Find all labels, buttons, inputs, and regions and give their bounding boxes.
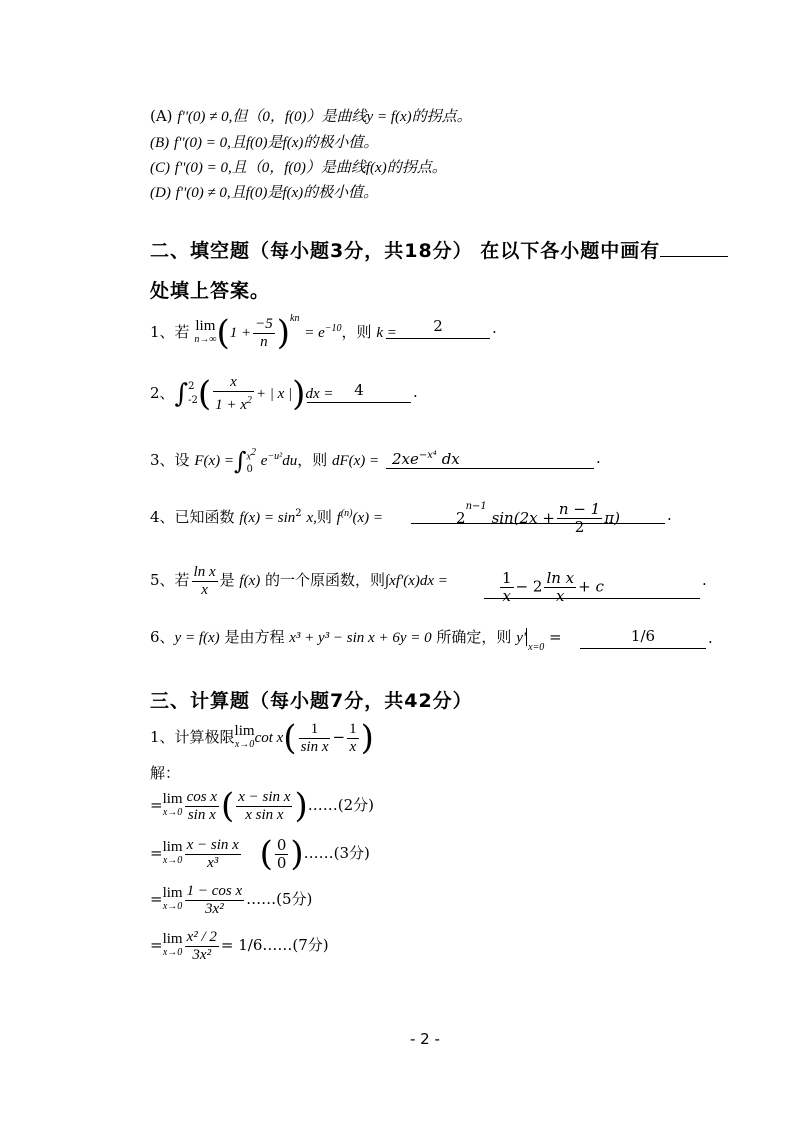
answer-sin: sin(2x + — [491, 508, 555, 527]
integral-limits — [188, 380, 198, 408]
ask: y' — [516, 630, 527, 646]
choice-text: f''(0) = 0,且（0，f(0)）是曲线f(x)的拐点。 — [174, 160, 447, 176]
limit-op — [194, 319, 216, 347]
section2-title-cont — [150, 276, 270, 303]
end-char: . — [702, 571, 707, 589]
fraction — [185, 789, 219, 824]
lower-limit: -2 — [188, 395, 198, 406]
end-char: . — [596, 449, 601, 467]
fraction — [236, 789, 292, 824]
denominator: sin x — [300, 738, 329, 755]
numerator: n − 1 — [558, 500, 601, 518]
answer-blank-2[interactable] — [307, 380, 411, 403]
lim-text: lim — [162, 931, 183, 947]
section3-title-text: 三、计算题（每小题7分，共42分） — [150, 690, 473, 712]
page-number — [410, 1030, 440, 1048]
answer-text: 2xe — [392, 450, 419, 468]
right-paren: ) — [290, 834, 304, 874]
left-paren: ( — [283, 718, 297, 758]
equals-e: = e — [304, 325, 325, 341]
answer-blank-6[interactable] — [580, 626, 706, 649]
numerator: x − sin x — [238, 788, 291, 805]
section2-title — [150, 236, 728, 263]
answer-tail: + c — [578, 577, 604, 596]
solution-label-text: 解： — [150, 764, 181, 782]
choice-b — [150, 132, 378, 153]
lim-sub: n→∞ — [194, 334, 217, 345]
score: ……(2分) — [307, 796, 374, 814]
choice-c — [150, 157, 447, 178]
den-base: 1 + x — [215, 397, 247, 413]
fraction — [347, 721, 359, 756]
answer-frac-2 — [544, 570, 576, 605]
lim-sub: x→0 — [162, 901, 183, 912]
q-prefix: 2、 — [150, 384, 175, 402]
numerator: 1 — [502, 569, 512, 587]
exponent: kn — [290, 313, 300, 324]
score: ……(5分) — [246, 890, 313, 908]
denominator: x — [349, 738, 357, 755]
then-text: ，则 — [297, 451, 328, 469]
limit-op — [163, 792, 183, 820]
denominator: 3x² — [205, 900, 224, 917]
middle-text: 是由方程 — [224, 628, 285, 646]
answer-tail: π) — [604, 508, 620, 527]
answer-text: 1/6 — [630, 627, 656, 645]
right-paren: ) — [276, 313, 290, 353]
denominator: 2 — [574, 518, 585, 536]
integrand-exp: −u² — [267, 451, 283, 462]
limit-op — [163, 840, 183, 868]
choice-text: f''(0) ≠ 0,且f(0)是f(x)的极小值。 — [175, 185, 379, 201]
fn-exp: 2 — [295, 508, 302, 519]
fraction — [253, 316, 275, 351]
limit-op — [163, 932, 183, 960]
du: du — [282, 453, 298, 469]
left-paren: ( — [221, 786, 235, 826]
end-char: . — [667, 506, 672, 524]
then-text: ，则 — [341, 323, 372, 341]
denominator: x sin x — [245, 806, 284, 823]
numerator: 0 — [276, 835, 287, 854]
minus: − — [332, 728, 346, 746]
left-paren: ( — [197, 374, 212, 414]
var-k: k = — [376, 325, 397, 341]
denominator: x — [556, 587, 565, 605]
lim-text: lim — [234, 723, 255, 739]
left-paren: ( — [216, 313, 230, 353]
answer-frac-1 — [500, 570, 514, 605]
lhs: F(x) = — [194, 453, 235, 469]
fraction — [185, 837, 241, 872]
integrand: e — [260, 453, 268, 469]
e-exponent: −10 — [324, 323, 342, 334]
middle-text: 是 — [219, 571, 235, 589]
end-dot — [667, 506, 672, 524]
ask-eq: = — [549, 628, 562, 646]
ask: f — [336, 510, 341, 526]
answer-exp: n−1 — [465, 500, 487, 512]
answer-exp: −x⁴ — [418, 450, 437, 461]
end-dot — [708, 629, 713, 647]
solution-step-3 — [150, 876, 312, 922]
limit-op — [235, 724, 255, 752]
choice-label: (B) — [150, 135, 170, 151]
den-exp: 2 — [246, 395, 252, 406]
integral-sign: ∫ — [234, 447, 247, 475]
choice-text: f''(0) = 0,且f(0)是f(x)的极小值。 — [173, 135, 379, 151]
score: ……(7分) — [262, 936, 329, 954]
page-number-text: - 2 - — [410, 1030, 440, 1048]
integral-limits — [247, 446, 256, 476]
choice-label: (C) — [150, 160, 170, 176]
denominator: x — [502, 587, 511, 605]
choice-a — [150, 106, 472, 127]
fill-question-4 — [150, 503, 383, 529]
choice-label: (D) — [150, 185, 171, 201]
numerator: x² / 2 — [186, 928, 217, 945]
answer-blank-4[interactable] — [411, 495, 665, 536]
end-char: . — [492, 319, 497, 337]
lim-text: lim — [162, 885, 183, 901]
numerator: 1 — [349, 720, 357, 737]
numerator: −5 — [255, 315, 273, 332]
answer-fraction — [557, 501, 602, 536]
fraction — [299, 721, 331, 756]
fill-question-6 — [150, 626, 562, 651]
title-blank — [660, 256, 728, 257]
answer-blank-5[interactable] — [484, 569, 700, 605]
denominator: n — [260, 333, 268, 350]
end-dot — [492, 319, 497, 337]
solution-step-2 — [150, 830, 370, 876]
end-dot — [702, 571, 707, 589]
then-text: 则 — [316, 508, 332, 526]
fill-question-3 — [150, 440, 379, 474]
lim-text: lim — [195, 318, 216, 334]
answer-blank-1[interactable] — [386, 316, 490, 339]
solution-label — [150, 762, 180, 783]
eq: = — [150, 796, 163, 814]
fill-question-1 — [150, 306, 397, 352]
fill-question-2 — [150, 370, 333, 416]
eq: = — [150, 936, 163, 954]
ask-sub: x=0 — [528, 642, 545, 653]
answer-mid: − 2 — [515, 577, 543, 596]
ask: dF(x) = — [331, 453, 380, 469]
choice-label: (A) — [150, 107, 173, 125]
lhs: y = f(x) — [174, 630, 220, 646]
lim-sub: x→0 — [162, 855, 183, 866]
numerator: ln x — [546, 569, 575, 587]
dx: dx = — [305, 386, 334, 402]
middle-text-2: 所确定，则 — [436, 628, 512, 646]
solution-step-1 — [150, 782, 374, 828]
limit-op — [163, 886, 183, 914]
lim-text: lim — [162, 791, 183, 807]
upper-limit: x — [246, 451, 251, 463]
q-prefix: 3、设 — [150, 451, 190, 469]
right-paren: ) — [360, 718, 374, 758]
q-prefix: 1、若 — [150, 323, 190, 341]
calc-problem-1 — [150, 714, 374, 760]
ask-exp: (n) — [340, 508, 353, 519]
answer-text: 2 — [433, 317, 443, 335]
numerator: 1 − cos x — [186, 882, 243, 899]
numerator: cos x — [186, 788, 217, 805]
eq: = — [150, 844, 163, 862]
denominator: x³ — [207, 854, 219, 871]
section2-title-cont-text: 处填上答案。 — [150, 280, 271, 302]
ask-tail: (x) = — [352, 510, 384, 526]
fraction — [192, 564, 218, 599]
numerator: ln x — [193, 563, 216, 580]
upper-exp: 2 — [250, 446, 256, 458]
end-char: . — [413, 383, 418, 401]
right-paren: ) — [294, 786, 308, 826]
denominator: 0 — [276, 853, 287, 872]
numerator: 1 — [299, 721, 331, 739]
answer-base: 2 — [456, 508, 466, 527]
right-paren: ) — [292, 374, 306, 414]
denominator: sin x — [187, 806, 216, 823]
fraction — [213, 374, 254, 414]
end-char: . — [708, 629, 713, 647]
integral-sign: ∫ — [174, 379, 189, 409]
end-dot — [596, 449, 601, 467]
ask: ∫xf'(x)dx = — [385, 573, 448, 589]
fraction — [185, 883, 245, 918]
denominator: 3x² — [192, 946, 212, 963]
upper-limit: 2 — [188, 381, 195, 392]
end-dot — [413, 383, 418, 401]
q-prefix: 1、计算极限 — [150, 728, 235, 746]
fn-var: x, — [306, 510, 317, 526]
score: ……(3分) — [303, 844, 370, 862]
lim-sub: x→0 — [162, 947, 183, 958]
lim-sub: x→0 — [234, 739, 255, 750]
indeterminate-form — [275, 837, 289, 872]
lim-sub: x→0 — [162, 807, 183, 818]
answer-tail: dx — [441, 450, 460, 468]
cot-term: cot x — [254, 730, 284, 746]
choice-text: f''(0) ≠ 0,但（0，f(0)）是曲线y = f(x)的拐点。 — [177, 109, 472, 125]
lim-text: lim — [162, 839, 183, 855]
eq: = — [150, 890, 163, 908]
answer-text: 4 — [354, 381, 364, 399]
denominator: x — [201, 581, 208, 598]
q-prefix: 6、 — [150, 628, 175, 646]
q-prefix: 4、已知函数 — [150, 508, 235, 526]
solution-step-4 — [150, 922, 329, 968]
equation: x³ + y³ − sin x + 6y = 0 — [289, 630, 432, 646]
lower-limit: 0 — [246, 464, 253, 476]
middle-text-2: 的一个原函数，则 — [265, 571, 386, 589]
fx: f(x) — [239, 573, 261, 589]
denominator — [213, 392, 254, 414]
answer-blank-3[interactable] — [386, 446, 594, 469]
result: = 1/6 — [220, 936, 263, 954]
section3-title — [150, 686, 473, 713]
fill-question-5 — [150, 557, 448, 603]
numerator: x — [213, 374, 254, 392]
q-prefix: 5、若 — [150, 571, 190, 589]
paren-content: 1 + — [229, 325, 252, 341]
numerator: x − sin x — [186, 836, 239, 853]
abs-term: + | x | — [255, 386, 293, 402]
choice-d — [150, 182, 378, 203]
fn: f(x) = sin — [239, 510, 296, 526]
left-paren: ( — [259, 834, 273, 874]
fraction — [185, 929, 219, 964]
section2-title-text: 二、填空题（每小题3分，共18分） 在以下各小题中画有 — [150, 240, 661, 262]
